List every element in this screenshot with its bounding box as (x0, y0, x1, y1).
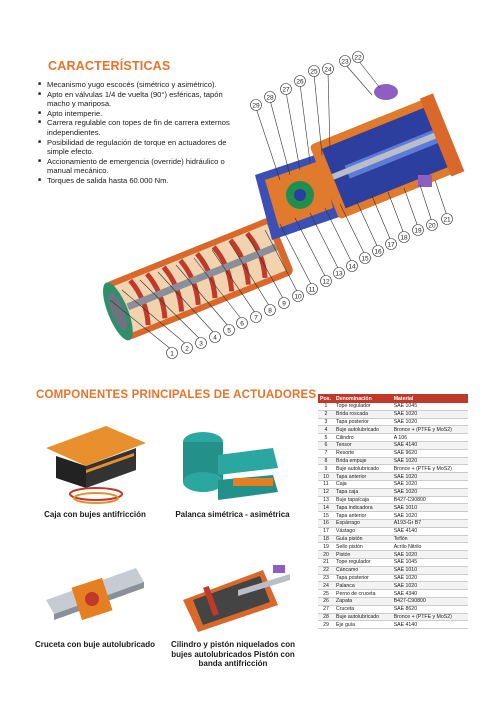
table-row (318, 418, 468, 426)
callout-24: 24 (324, 66, 332, 74)
crosshead-component-image (36, 560, 154, 632)
table-cell-denominacion: Tapa posterior (334, 574, 392, 582)
col-header-denominacion: Denominación (334, 394, 392, 403)
callout-14: 14 (348, 263, 356, 271)
table-cell-denominacion: Palanca (334, 582, 392, 590)
table-row (318, 473, 468, 481)
table-cell-material: SAE 1020 (392, 488, 468, 496)
table-cell-material: SAE 1020 (392, 551, 468, 559)
callout-10: 10 (294, 293, 302, 301)
table-cell-pos: 22 (318, 566, 334, 574)
table-cell-material: SAE 4140 (392, 441, 468, 449)
table-cell-pos: 29 (318, 621, 334, 629)
table-cell-denominacion: Pistón (334, 551, 392, 559)
feature-item: ■ Torques de salida hasta 60.000 Nm. (38, 176, 243, 186)
table-cell-material: Acrilo Nitrilo (392, 543, 468, 551)
table-row (318, 566, 468, 574)
callout-11: 11 (308, 286, 316, 294)
table-row (318, 590, 468, 598)
lever-component-image (178, 420, 283, 510)
feature-item: ■ Apto en válvulas 1/4 de vuelta (90°) esféricas, tapón macho y mariposa. (38, 90, 243, 109)
table-cell-denominacion: Tapa caja (334, 488, 392, 496)
table-cell-material: SAE 1020 (392, 473, 468, 481)
table-cell-pos: 19 (318, 543, 334, 551)
feature-item: ■ Carrera regulable con topes de fin de carrera externos independientes. (38, 118, 243, 137)
table-row (318, 551, 468, 559)
callout-6: 6 (240, 320, 244, 328)
callout-20: 20 (428, 222, 436, 230)
table-cell-material: SAE 1010 (392, 566, 468, 574)
callout-2: 2 (185, 345, 189, 353)
table-row (318, 543, 468, 551)
table-cell-denominacion: Buje autolubricado (334, 465, 392, 473)
table-row (318, 605, 468, 613)
table-row (318, 504, 468, 512)
table-cell-denominacion: Perno de cruceta (334, 590, 392, 598)
box-component-caption: Caja con bujes antifricción (44, 510, 146, 519)
table-row (318, 403, 468, 410)
table-cell-material: B427-C90800 (392, 597, 468, 605)
table-cell-pos: 9 (318, 465, 334, 473)
table-cell-denominacion: Cruceta (334, 605, 392, 613)
table-cell-material: SAE 4140 (392, 527, 468, 535)
table-cell-pos: 10 (318, 473, 334, 481)
callout-3: 3 (199, 340, 203, 348)
table-row (318, 512, 468, 520)
table-cell-material: SAE 1045 (392, 558, 468, 566)
table-cell-pos: 6 (318, 441, 334, 449)
callout-19: 19 (414, 227, 422, 235)
table-cell-pos: 1 (318, 403, 334, 410)
callout-5: 5 (227, 327, 231, 335)
col-header-pos: Pos. (318, 394, 334, 403)
table-row (318, 558, 468, 566)
box-component-image (36, 418, 154, 506)
table-cell-material: Bronce + (PTFE y MoS2) (392, 613, 468, 621)
table-cell-material: SAE 1045 (392, 403, 468, 410)
table-cell-denominacion: Tensor (334, 441, 392, 449)
table-row (318, 597, 468, 605)
callout-28: 28 (266, 94, 274, 102)
table-row (318, 457, 468, 465)
table-cell-material: SAE 1020 (392, 418, 468, 426)
callout-23: 23 (341, 58, 349, 66)
table-cell-material: SAE 9620 (392, 449, 468, 457)
callout-7: 7 (254, 314, 258, 322)
table-cell-denominacion: Buje tapa/caja (334, 496, 392, 504)
callout-1: 1 (170, 350, 174, 358)
callout-4: 4 (213, 334, 217, 342)
table-cell-denominacion: Zapata (334, 597, 392, 605)
table-row (318, 488, 468, 496)
callout-29: 29 (252, 102, 260, 110)
table-cell-pos: 12 (318, 488, 334, 496)
table-cell-pos: 2 (318, 410, 334, 418)
table-row (318, 434, 468, 442)
table-cell-pos: 27 (318, 605, 334, 613)
table-cell-material: SAE 4340 (392, 590, 468, 598)
table-cell-pos: 25 (318, 590, 334, 598)
table-cell-pos: 15 (318, 512, 334, 520)
table-cell-pos: 17 (318, 527, 334, 535)
table-row (318, 621, 468, 629)
table-cell-denominacion: Brida empuje (334, 457, 392, 465)
callout-8: 8 (268, 307, 272, 315)
table-cell-material: A 106 (392, 434, 468, 442)
table-row (318, 582, 468, 590)
callout-21: 21 (443, 216, 451, 224)
table-cell-pos: 8 (318, 457, 334, 465)
table-cell-denominacion: Sello pistón (334, 543, 392, 551)
table-row (318, 519, 468, 527)
table-cell-material: SAE 1020 (392, 512, 468, 520)
table-row (318, 465, 468, 473)
table-row (318, 496, 468, 504)
table-row (318, 410, 468, 418)
table-cell-material: SAE 1020 (392, 410, 468, 418)
table-cell-material: A193-Gr B7 (392, 519, 468, 527)
table-cell-pos: 14 (318, 504, 334, 512)
table-row (318, 441, 468, 449)
table-cell-material: SAE 1020 (392, 582, 468, 590)
callout-26: 26 (296, 78, 304, 86)
table-cell-denominacion: Tapa anterior (334, 512, 392, 520)
callout-25: 25 (310, 68, 318, 76)
table-row (318, 480, 468, 488)
callout-27: 27 (282, 86, 290, 94)
table-cell-material: SAE 1010 (392, 504, 468, 512)
table-cell-pos: 16 (318, 519, 334, 527)
parts-table (318, 394, 468, 629)
table-cell-pos: 3 (318, 418, 334, 426)
table-cell-pos: 4 (318, 426, 334, 434)
table-cell-material: Bronce + (PTFE y MoS2) (392, 465, 468, 473)
callout-22: 22 (354, 54, 362, 62)
table-cell-denominacion: Tope regulador (334, 558, 392, 566)
table-cell-material: B427-C90800 (392, 496, 468, 504)
table-cell-material: Teflón (392, 535, 468, 543)
table-cell-pos: 5 (318, 434, 334, 442)
table-cell-pos: 23 (318, 574, 334, 582)
cylinder-component-image (178, 560, 293, 632)
parts-table-body (318, 403, 468, 629)
table-cell-denominacion: Brida roscada (334, 410, 392, 418)
col-header-material: Material (392, 394, 468, 403)
table-cell-denominacion: Tapa indicadora (334, 504, 392, 512)
cylinder-component-caption: Cilindro y pistón niquelados con bujes autolubricados Pistón con banda antifricción (170, 640, 295, 669)
callout-16: 16 (374, 248, 382, 256)
callout-12: 12 (322, 278, 330, 286)
table-cell-pos: 11 (318, 480, 334, 488)
lever-component-caption: Palanca simétrica - asimétrica (175, 510, 290, 519)
table-cell-denominacion: Tope regulador (334, 403, 392, 410)
table-row (318, 574, 468, 582)
crosshead-component-caption: Cruceta con buje autolubricado (34, 640, 155, 649)
table-cell-denominacion: Buje autolubricado (334, 426, 392, 434)
features-title: CARACTERÍSTICAS (48, 59, 171, 73)
feature-item: ■ Mecanismo yugo escocés (simétrico y asimétrico). (38, 80, 243, 90)
table-row (318, 449, 468, 457)
table-cell-denominacion: Cáncamo (334, 566, 392, 574)
table-row (318, 426, 468, 434)
components-title: COMPONENTES PRINCIPALES DE ACTUADORES (36, 389, 317, 401)
feature-item: ■ Accionamiento de emergencia (override) hidráulico o manual mecánico. (38, 157, 243, 176)
table-cell-pos: 26 (318, 597, 334, 605)
table-cell-pos: 18 (318, 535, 334, 543)
parts-table-header (318, 394, 468, 403)
table-cell-denominacion: Espárrago (334, 519, 392, 527)
table-cell-denominacion: Eje guía (334, 621, 392, 629)
table-cell-pos: 28 (318, 613, 334, 621)
table-cell-material: SAE 1020 (392, 574, 468, 582)
callout-13: 13 (335, 270, 343, 278)
table-cell-pos: 20 (318, 551, 334, 559)
table-cell-material: SAE 4140 (392, 621, 468, 629)
table-cell-pos: 7 (318, 449, 334, 457)
table-row (318, 613, 468, 621)
table-row (318, 535, 468, 543)
table-cell-material: SAE 1020 (392, 457, 468, 465)
table-cell-pos: 21 (318, 558, 334, 566)
table-cell-denominacion: Resorte (334, 449, 392, 457)
table-cell-denominacion: Tapa posterior (334, 418, 392, 426)
table-cell-pos: 13 (318, 496, 334, 504)
callout-17: 17 (387, 241, 395, 249)
table-cell-denominacion: Buje autolubricado (334, 613, 392, 621)
table-cell-material: SAE 1020 (392, 480, 468, 488)
callout-9: 9 (282, 300, 286, 308)
table-cell-denominacion: Vástago (334, 527, 392, 535)
table-cell-material: SAE 8620 (392, 605, 468, 613)
table-cell-denominacion: Cilindro (334, 434, 392, 442)
feature-item: ■ Posibilidad de regulación de torque en actuadores de simple efecto. (38, 138, 243, 157)
table-cell-denominacion: Tapa anterior (334, 473, 392, 481)
table-row (318, 527, 468, 535)
table-cell-denominacion: Caja (334, 480, 392, 488)
table-cell-material: Bronce + (PTFE y MoS2) (392, 426, 468, 434)
feature-item: ■ Apto intemperie. (38, 109, 243, 119)
table-cell-pos: 24 (318, 582, 334, 590)
table-cell-denominacion: Guía pistón (334, 535, 392, 543)
callout-15: 15 (361, 255, 369, 263)
callout-18: 18 (400, 234, 408, 242)
